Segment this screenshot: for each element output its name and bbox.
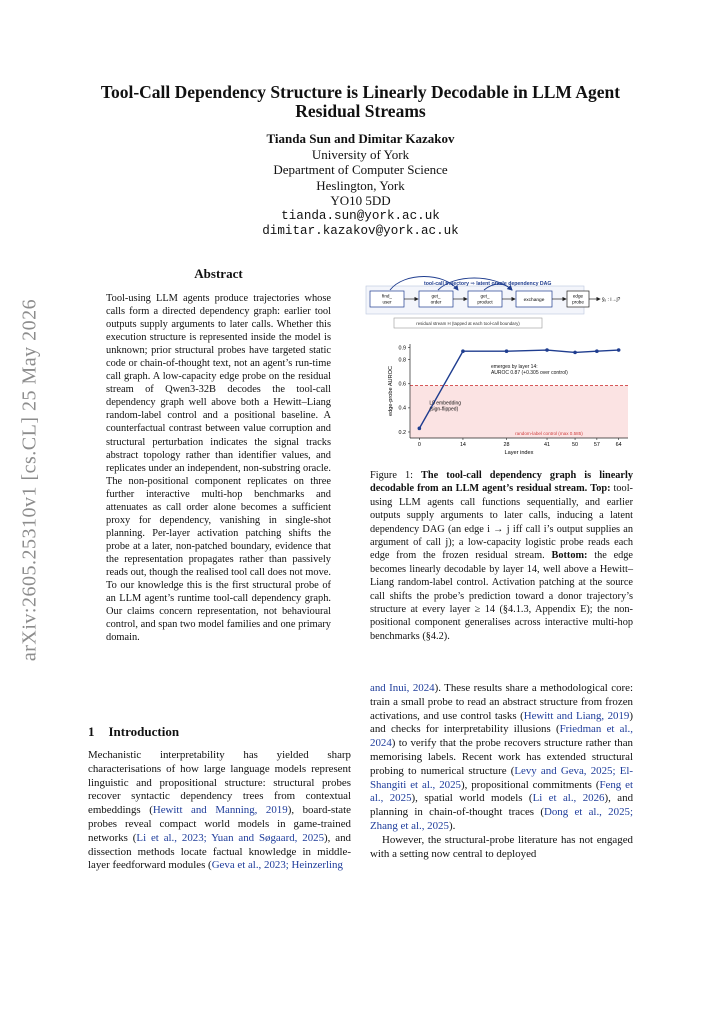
body-text: ) to verify that the probe recovers structure rather than memorising labels. Recent work has extended structural probing to numerical structure ( (370, 737, 633, 777)
section-title: Introduction (108, 724, 180, 739)
citation-link[interactable]: Dong et al., 2025; Zhang et al., 2025 (370, 806, 633, 832)
node-get-order (419, 291, 453, 307)
data-point (545, 348, 549, 352)
affiliation-postcode: YO10 5DD (330, 193, 391, 208)
annotation-sign-flipped: (sign-flipped) (429, 406, 459, 413)
data-point (418, 427, 422, 431)
annotation-auroc: AUROC 0.87 (+0.305 over control) (490, 370, 568, 377)
citation-link[interactable]: Hewitt and Manning, 2019 (152, 804, 288, 817)
body-text: ), board-state probes reveal compact world models in game-trained networks ( (88, 804, 351, 844)
data-point (617, 348, 621, 352)
x-tick-label: 64 (615, 442, 622, 448)
svg-text:edge: edge (572, 293, 584, 299)
body-text: ), and dissection methods locate factual knowledge in middle-layer feedforward modules ( (88, 831, 351, 872)
residual-stream-label: residual stream H (tapped at each tool-call boundary) (416, 321, 520, 326)
body-text: ), propositional commitments ( (460, 778, 600, 791)
body-text: ). (448, 819, 456, 832)
caption-top-label: Top: (590, 483, 611, 495)
affiliation-university: University of York (311, 146, 410, 162)
intro-right-paragraph-1 (370, 682, 633, 834)
data-point (461, 349, 465, 353)
citation-link[interactable]: Geva et al., 2023; Heinzerling (211, 859, 343, 872)
body-text: ), and planning in chain-of-thought traces ( (370, 792, 634, 819)
figure-caption (370, 469, 633, 643)
control-label: random-label control (max 0.585) (515, 431, 583, 436)
caption-prefix: Figure 1: (370, 470, 422, 481)
svg-text:product: product (477, 299, 493, 305)
citation-link[interactable]: Friedman et al., 2024 (370, 723, 633, 750)
citation-link[interactable]: Levy and Geva, 2025; El-Shangiti et al., 2025 (370, 764, 633, 791)
body-text: Mechanistic interpretability has yielded sharp characterisations of how large language models represent linguistic and propositional structure: structural probes recover syntactic dependency trees from contextual embeddings ( (88, 749, 351, 817)
caption-top-text: tool-using LLM agents call functions sequentially, and earlier outputs supply arguments to later calls, inducing a latent dependency DAG (an edge i → j iff call i’s output supplies an argument of call j); a low-capacity logistic probe reads each edge from the frozen residual stream. (370, 483, 633, 562)
x-axis-label: Layer index (504, 450, 534, 456)
data-point (595, 349, 599, 353)
node-edge-probe (567, 291, 589, 307)
y-tick-label: 0.8 (398, 357, 406, 364)
citation-link[interactable]: Feng et al., 2025 (370, 778, 634, 805)
annotation-emerges: emerges by layer 14: (490, 364, 538, 371)
y-tick-label: 0.2 (398, 429, 406, 436)
svg-text:order: order (430, 299, 442, 305)
x-tick-label: 28 (503, 442, 510, 448)
section-heading (88, 724, 193, 740)
arxiv-stamp (10, 290, 50, 670)
svg-text:probe: probe (572, 299, 584, 305)
arxiv-stamp-text: arXiv:2605.25310v1 [cs.CL] 25 May 2026 (18, 298, 41, 662)
node-find-user (370, 291, 404, 307)
node-find-user-line2: user (382, 299, 392, 305)
author-names: Tianda Sun and Dimitar Kazakov (266, 131, 455, 146)
affiliation-department: Department of Computer Science (273, 162, 448, 177)
node-get-product (468, 291, 502, 307)
caption-bold: The tool-call dependency graph is linearly decodable from an LLM agent’s residual stream. (370, 470, 633, 495)
citation-link[interactable]: Li et al., 2026 (532, 792, 605, 805)
figure-pipeline (364, 276, 636, 334)
y-axis-label: edge-probe AUROC (388, 365, 394, 417)
svg-text:get_: get_ (480, 293, 490, 299)
intro-right-column (370, 682, 633, 861)
caption-bottom-text: the edge becomes linearly decodable by layer 14, well above a Hewitt–Liang random-label control. Activation patching at the source call shifts the probe’s prediction toward a donor trajectory’s structure at every layer ≥ 14 (§4.1.3, Appendix E); the non-positional component generalises across interactive multi-hop benchmarks (§4.2). (370, 550, 634, 642)
trajectory-label: tool-call trajectory ⇒ latent oracle dependency DAG (424, 281, 552, 287)
x-tick-label: 0 (417, 442, 421, 448)
y-tick-label: 0.6 (398, 381, 406, 388)
node-find-user-line1: find_ (382, 293, 392, 299)
paper-title: Tool-Call Dependency Structure is Linearly Decodable in LLM Agent Residual Streams (100, 82, 621, 121)
body-text: ). These results share a methodological core: train a small probe to read an abstract structure from frozen activations, and use control tasks ( (370, 682, 634, 722)
x-tick-label: 50 (572, 442, 579, 448)
data-point (573, 351, 577, 355)
figure-auroc-chart (364, 338, 636, 458)
svg-text:exchange: exchange (523, 298, 545, 303)
y-tick-label: 0.4 (398, 405, 406, 412)
x-tick-label: 41 (544, 442, 551, 448)
author-block (80, 131, 641, 240)
intro-right-paragraph-2: However, the structural-probe literature has not engaged with a setting now central to deployed (370, 833, 633, 860)
x-tick-label: 14 (459, 442, 466, 448)
body-text: ), spatial world models ( (411, 792, 533, 805)
abstract-heading: Abstract (194, 266, 243, 281)
node-exchange (516, 291, 552, 307)
citation-link[interactable]: and Inui, 2024 (370, 682, 435, 694)
author-email-2[interactable]: dimitar.kazakov@york.ac.uk (262, 224, 459, 238)
intro-left-column (88, 749, 351, 873)
y-tick-label: 0.9 (398, 345, 406, 352)
section-number: 1 (88, 724, 95, 739)
citation-link[interactable]: Li et al., 2023; Yuan and Søgaard, 2025 (136, 831, 325, 844)
abstract-text: Tool-using LLM agents produce trajectories whose calls form a directed dependency graph: earlier tool outputs supply arguments to later calls. Whether this execution structure is represented inside the model is unknown; prior structural probes have targeted static code or chain-of-thought text, not an agent’s run-time call graph. A low-capacity edge probe on the residual stream of Qwen3-32B decodes the tool-call dependency graph well above both a Hewitt–Liang random-label control and a positional baseline. A counterfactual contrast between value corruption and structural perturbation indicates the signal tracks abstract topology rather than identifier values, and replicates under an independent, non-substring oracle. The non-positional component replicates on three further interactive multi-hop benchmarks and attenuates as call order alone becomes a sufficient proxy for dependency, vanishing in single-shot planning. Per-layer activation patching shifts the probe at a later, non-patched boundary, evidence that the representation propagates rather than passively reads out, though the realised tool call does not move. To our knowledge this is the first structural probe of an LLM agent’s runtime tool-call dependency graph. Our claims concern representation, not behavioural control, and span two model families and one primary domain. (106, 293, 331, 644)
probe-output: ŷᵢⱼ : i→j? (602, 297, 621, 303)
x-tick-label: 57 (593, 442, 600, 448)
citation-link[interactable]: Hewitt and Liang, 2019 (523, 709, 630, 722)
caption-bottom-label: Bottom: (551, 550, 588, 562)
data-point (505, 349, 509, 353)
affiliation-town: Heslington, York (316, 177, 405, 193)
author-email-1[interactable]: tianda.sun@york.ac.uk (281, 208, 440, 223)
svg-text:get_: get_ (431, 293, 441, 299)
annotation-l0: L0 embedding (429, 400, 462, 407)
body-text: ) and checks for interpretability illusions ( (370, 709, 633, 736)
